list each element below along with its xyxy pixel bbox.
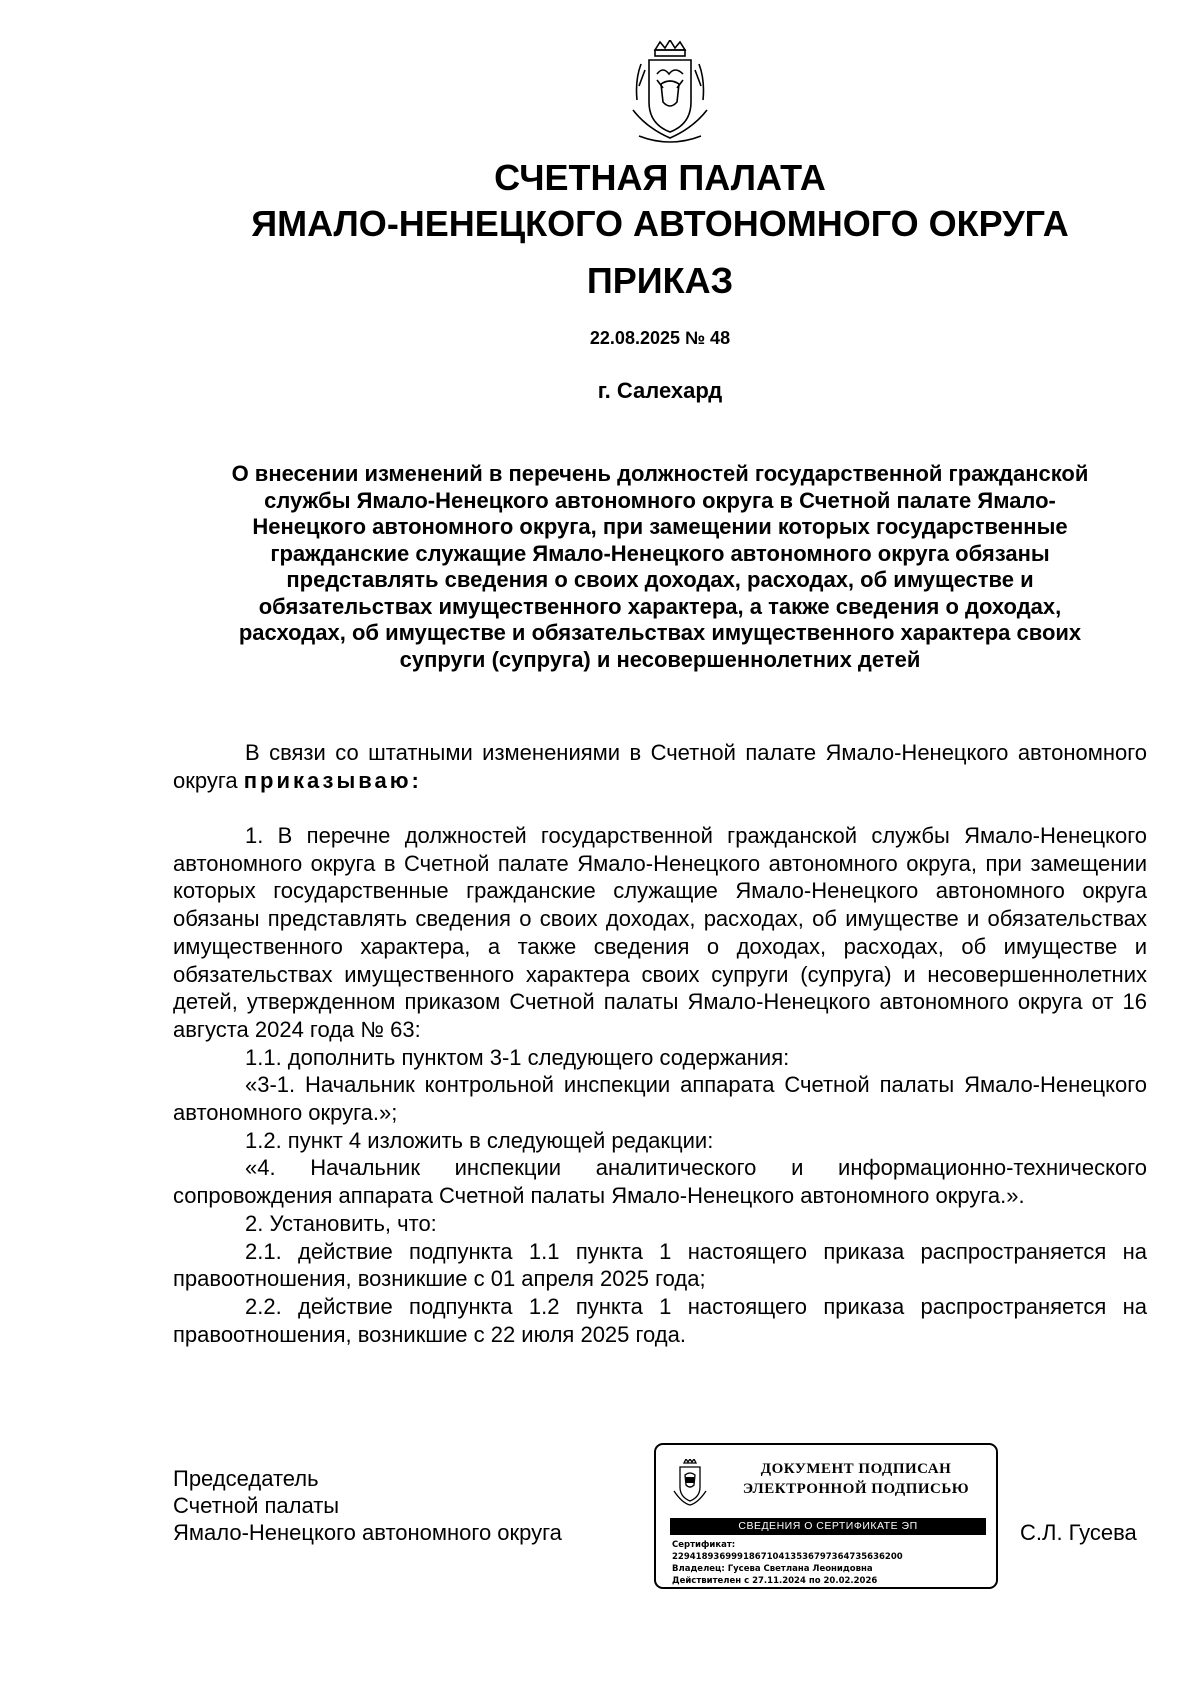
item-2-1: 2.1. действие подпункта 1.1 пункта 1 настоящего приказа распространяется на правоотношения, возникшие с 01 апреля 2025 года; (173, 1238, 1147, 1292)
stamp-certificate-bar: СВЕДЕНИЯ О СЕРТИФИКАТЕ ЭП (670, 1518, 986, 1535)
subject-line: обязательствах имущественного характера, а также сведения о доходах, (258, 593, 1062, 619)
signatory-name: С.Л. Гусева (1020, 1520, 1137, 1545)
subject-line: супруги (супруга) и несовершеннолетних детей (399, 646, 921, 672)
document-subject (178, 461, 1142, 673)
stamp-certificate-info (672, 1539, 988, 1587)
coat-of-arms-icon (672, 1459, 708, 1507)
coat-of-arms-icon (627, 40, 713, 146)
signatory-position (173, 1465, 562, 1546)
intro-emphasis: приказываю: (243, 767, 422, 793)
certificate-owner: Владелец: Гусева Светлана Леонидовна (672, 1564, 873, 1574)
item-1-1: 1.1. дополнить пунктом 3-1 следующего содержания: (245, 1044, 790, 1070)
item-2-2: 2.2. действие подпункта 1.2 пункта 1 настоящего приказа распространяется на правоотношения, возникшие с 22 июля 2025 года. (173, 1293, 1147, 1347)
city: г. Салехард (597, 378, 723, 403)
date-number: 22.08.2025 № 48 (589, 328, 731, 348)
organization-title-line1: СЧЕТНАЯ ПАЛАТА (494, 157, 826, 198)
organization-title (0, 155, 1200, 247)
subject-line: О внесении изменений в перечень должностей государственной гражданской (231, 461, 1089, 486)
subject-line: представлять сведения о своих доходах, расходах, об имуществе и (286, 567, 1034, 592)
organization-title-line2: ЯМАЛО-НЕНЕЦКОГО АВТОНОМНОГО ОКРУГА (251, 203, 1069, 244)
position-line1: Председатель (173, 1466, 319, 1491)
subject-line: расходах, об имуществе и обязательствах имущественного характера своих (238, 620, 1082, 645)
item-1-2-quote: «4. Начальник инспекции аналитического и информационно-технического сопровождения аппарата Счетной палаты Ямало-Ненецкого автономного округа.». (173, 1155, 1147, 1209)
intro-paragraph (173, 739, 1147, 794)
stamp-title-line2: ЭЛЕКТРОННОЙ ПОДПИСЬЮ (742, 1481, 970, 1497)
document-type: ПРИКАЗ (586, 260, 734, 301)
item-1: 1. В перечне должностей государственной гражданской службы Ямало-Ненецкого автономного округа в Счетной палате Ямало-Ненецкого автономного округа, при замещении которых государственные гражданские служащие Ямало-Ненецкого автономного округа обязаны представлять сведения о своих доходах, расходах, об имуществе и обязательствах имущественного характера, а также сведения о доходах, расходах, об имуществе и обязательствах имущественного характера своих супруги (супруга) и несовершеннолетних детей, утвержденном приказом Счетной палаты Ямало-Ненецкого автономного округа от 16 августа 2024 года № 63: (173, 823, 1147, 1042)
certificate-label: Сертификат: (672, 1540, 736, 1550)
item-1-1-quote: «3-1. Начальник контрольной инспекции аппарата Счетной палаты Ямало-Ненецкого автономного округа.»; (173, 1072, 1147, 1126)
stamp-title (726, 1459, 986, 1499)
certificate-validity: Действителен с 27.11.2024 по 20.02.2026 (672, 1576, 878, 1586)
position-line2: Счетной палаты (173, 1493, 340, 1518)
stamp-title-line1: ДОКУМЕНТ ПОДПИСАН (760, 1461, 952, 1477)
electronic-signature-stamp (654, 1443, 998, 1589)
order-items (173, 822, 1147, 1348)
item-1-2: 1.2. пункт 4 изложить в следующей редакции: (245, 1127, 714, 1153)
subject-line: Ненецкого автономного округа, при замещении которых государственные (252, 514, 1068, 539)
intro-text: В связи со штатными изменениями в Счетной палате Ямало-Ненецкого автономного округа (173, 740, 1147, 793)
certificate-number: 22941893699918671041353679736473563620​0 (672, 1552, 903, 1562)
item-2: 2. Установить, что: (245, 1210, 437, 1236)
subject-line: службы Ямало-Ненецкого автономного округа в Счетной палате Ямало- (264, 487, 1056, 513)
position-line3: Ямало-Ненецкого автономного округа (173, 1520, 562, 1545)
subject-line: гражданские служащие Ямало-Ненецкого автономного округа обязаны (270, 540, 1050, 566)
